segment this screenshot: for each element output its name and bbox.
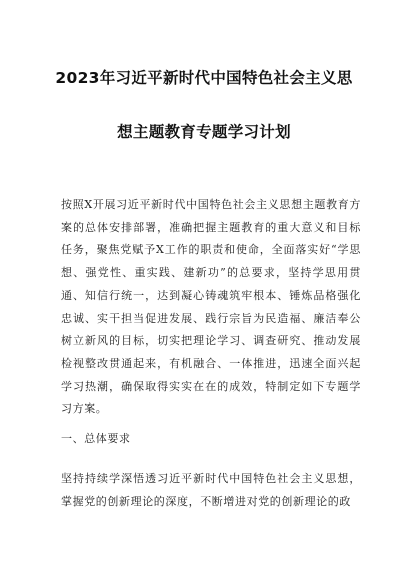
- document-title-line-2: 想主题教育专题学习计划: [117, 123, 291, 141]
- document-title-line-1: 2023年习近平新时代中国特色社会主义思: [55, 69, 353, 87]
- intro-paragraph: 按照X开展习近平新时代中国特色社会主义思想主题教育方案的总体安排部署，准确把握主题教育的重大意义和目标任务，聚焦党赋予X工作的职责和使命，全面落实好“学思想、强党性、重实践、建新功”的总要求，坚持学思用贯通、知信行统一，达到凝心铸魂筑牢根本、锤炼品格强化忠诚、实干担当促进发展、践行宗旨为民造福、廉洁奉公树立新风的目标，切实把理论学习、调查研究、推动发展检视整改贯通起来，有机融合、一体推进，迅速全面兴起学习热潮，确保取得实实在在的成效，特制定如下专题学习方案。: [61, 198, 361, 416]
- section-heading: 一、总体要求: [61, 432, 131, 445]
- section-paragraph: 坚持持续学深悟透习近平新时代中国特色社会主义思想，掌握党的创新理论的深度，不断增进对党的创新理论的政: [61, 472, 361, 508]
